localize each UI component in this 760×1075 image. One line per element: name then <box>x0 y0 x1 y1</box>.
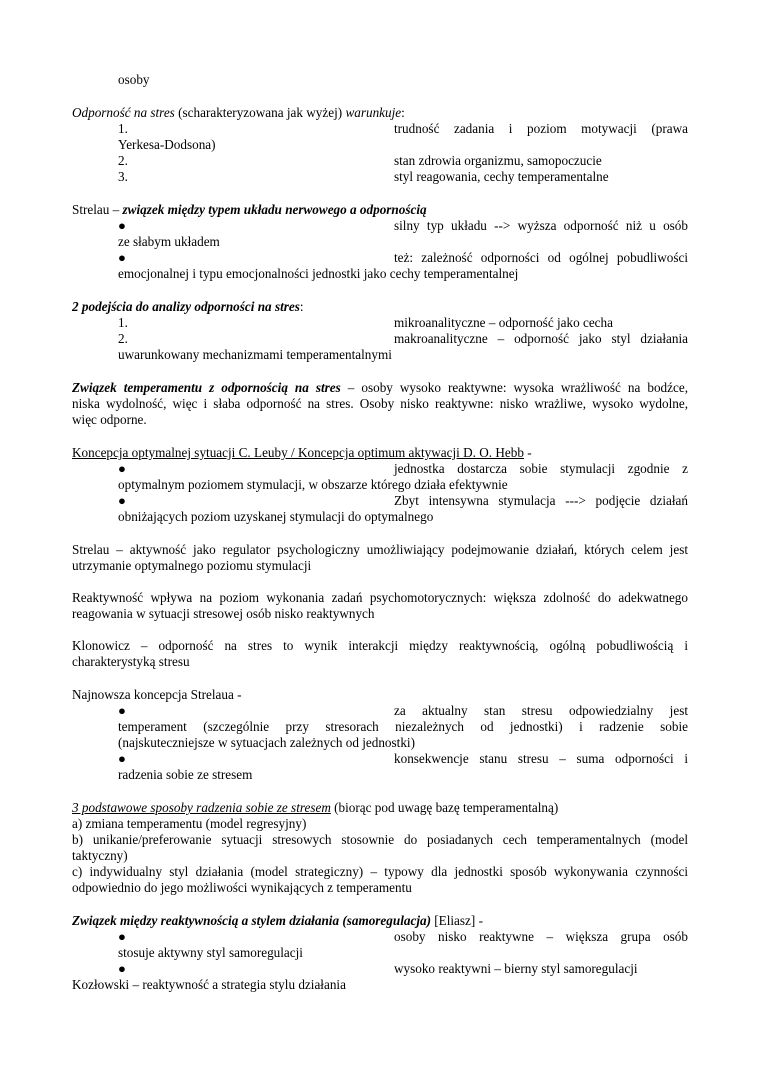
list-number: 2. <box>118 153 128 168</box>
bullet-text: konsekwencje stanu stresu – suma odporności i <box>394 751 688 766</box>
paragraph-line: utrzymanie optymalnego poziomu stymulacji <box>72 558 312 573</box>
list-number: 2. <box>118 331 128 346</box>
bullet-text: za aktualny stan stresu odpowiedzialny jest <box>394 703 688 718</box>
paragraph-line: Klonowicz – odporność na stres to wynik interakcji między reaktywnością, ogólną pobudliwością i <box>72 638 688 653</box>
list-number: 1. <box>118 315 128 330</box>
paragraph-line: Strelau – aktywność jako regulator psychologiczny umożliwiający podejmowanie działań, których celem jest <box>72 542 688 557</box>
paragraph-line: Związek temperamentu z odpornością na stres – osoby wysoko reaktywne: wysoka wrażliwość na bodźce, <box>72 380 688 395</box>
list-number: 1. <box>118 121 128 136</box>
bullet-text: Zbyt intensywna stymulacja ---> podjęcie działań <box>394 493 688 508</box>
bullet-continuation: emocjonalnej i typu emocjonalności jednostki jako cechy temperamentalnej <box>118 266 519 281</box>
text-line: osoby <box>118 72 150 87</box>
paragraph-line: a) zmiana temperamentu (model regresyjny) <box>72 816 307 831</box>
list-item-text: mikroanalityczne – odporność jako cecha <box>394 315 613 330</box>
bullet-icon: ● <box>118 461 126 476</box>
bullet-icon: ● <box>118 218 126 233</box>
list-item-text: makroanalityczne – odporność jako styl działania <box>394 331 688 346</box>
bullet-continuation: temperament (szczególnie przy stresorach niezależnych od jednostki) i radzenie sobie <box>118 719 688 734</box>
bullet-icon: ● <box>118 751 126 766</box>
section-heading: 3 podstawowe sposoby radzenia sobie ze stresem (biorąc pod uwagę bazę temperamentalną) <box>72 800 559 815</box>
paragraph-line: odpowiednio do jego możliwości wynikających z temperamentu <box>72 880 412 895</box>
section-heading: 2 podejścia do analizy odporności na stres: <box>72 299 304 314</box>
bullet-icon: ● <box>118 703 126 718</box>
list-item-continuation: uwarunkowany mechanizmami temperamentalnymi <box>118 347 392 362</box>
bullet-continuation: optymalnym poziomem stymulacji, w obszarze którego działa efektywnie <box>118 477 508 492</box>
paragraph-line: reagowania w sytuacji stresowej osób nisko reaktywnych <box>72 606 375 621</box>
paragraph-line: taktyczny) <box>72 848 128 863</box>
paragraph-line: charakterystyką stresu <box>72 654 190 669</box>
paragraph-line: Kozłowski – reaktywność a strategia stylu działania <box>72 977 346 992</box>
bullet-continuation: stosuje aktywny styl samoregulacji <box>118 945 303 960</box>
section-heading: Związek między reaktywnością a stylem działania (samoregulacja) [Eliasz] - <box>72 913 483 928</box>
list-item-text: styl reagowania, cechy temperamentalne <box>394 169 609 184</box>
bullet-icon: ● <box>118 493 126 508</box>
list-item-text: trudność zadania i poziom motywacji (prawa <box>394 121 688 136</box>
paragraph-line: Reaktywność wpływa na poziom wykonania zadań psychomotorycznych: większa zdolność do adekwatnego <box>72 590 688 605</box>
paragraph-line: więc odporne. <box>72 412 147 427</box>
bullet-text: osoby nisko reaktywne – większa grupa osób <box>394 929 688 944</box>
section-heading: Strelau – związek między typem układu nerwowego a odpornością <box>72 202 427 217</box>
bullet-continuation: ze słabym układem <box>118 234 220 249</box>
bullet-icon: ● <box>118 929 126 944</box>
paragraph-line: c) indywidualny styl działania (model strategiczny) – typowy dla jednostki sposób wykonywania czynności <box>72 864 688 879</box>
list-number: 3. <box>118 169 128 184</box>
section-heading: Najnowsza koncepcja Strelaua - <box>72 687 242 702</box>
bullet-text: jednostka dostarcza sobie stymulacji zgodnie z <box>394 461 688 476</box>
bullet-continuation: radzenia sobie ze stresem <box>118 767 253 782</box>
bullet-text: wysoko reaktywni – bierny styl samoregulacji <box>394 961 638 976</box>
paragraph-line: niska wydolność, więc i słaba odporność na stres. Osoby nisko reaktywne: nisko wrażliwe, wysoko wydolne, <box>72 396 688 411</box>
list-item-continuation: Yerkesa-Dodsona) <box>118 137 216 152</box>
bullet-text: też: zależność odporności od ogólnej pobudliwości <box>394 250 688 265</box>
bullet-continuation: (najskuteczniejsze w sytuacjach zależnych od jednostki) <box>118 735 415 750</box>
section-heading: Odporność na stres (scharakteryzowana jak wyżej) warunkuje: <box>72 105 405 120</box>
bullet-text: silny typ układu --> wyższa odporność niż u osób <box>394 218 688 233</box>
list-item-text: stan zdrowia organizmu, samopoczucie <box>394 153 602 168</box>
bullet-continuation: obniżających poziom uzyskanej stymulacji do optymalnego <box>118 509 434 524</box>
paragraph-line: b) unikanie/preferowanie sytuacji stresowych stosownie do posiadanych cech temperamentalnych (model <box>72 832 688 847</box>
bullet-icon: ● <box>118 250 126 265</box>
bullet-icon: ● <box>118 961 126 976</box>
section-heading: Koncepcja optymalnej sytuacji C. Leuby / Koncepcja optimum aktywacji D. O. Hebb - <box>72 445 532 460</box>
